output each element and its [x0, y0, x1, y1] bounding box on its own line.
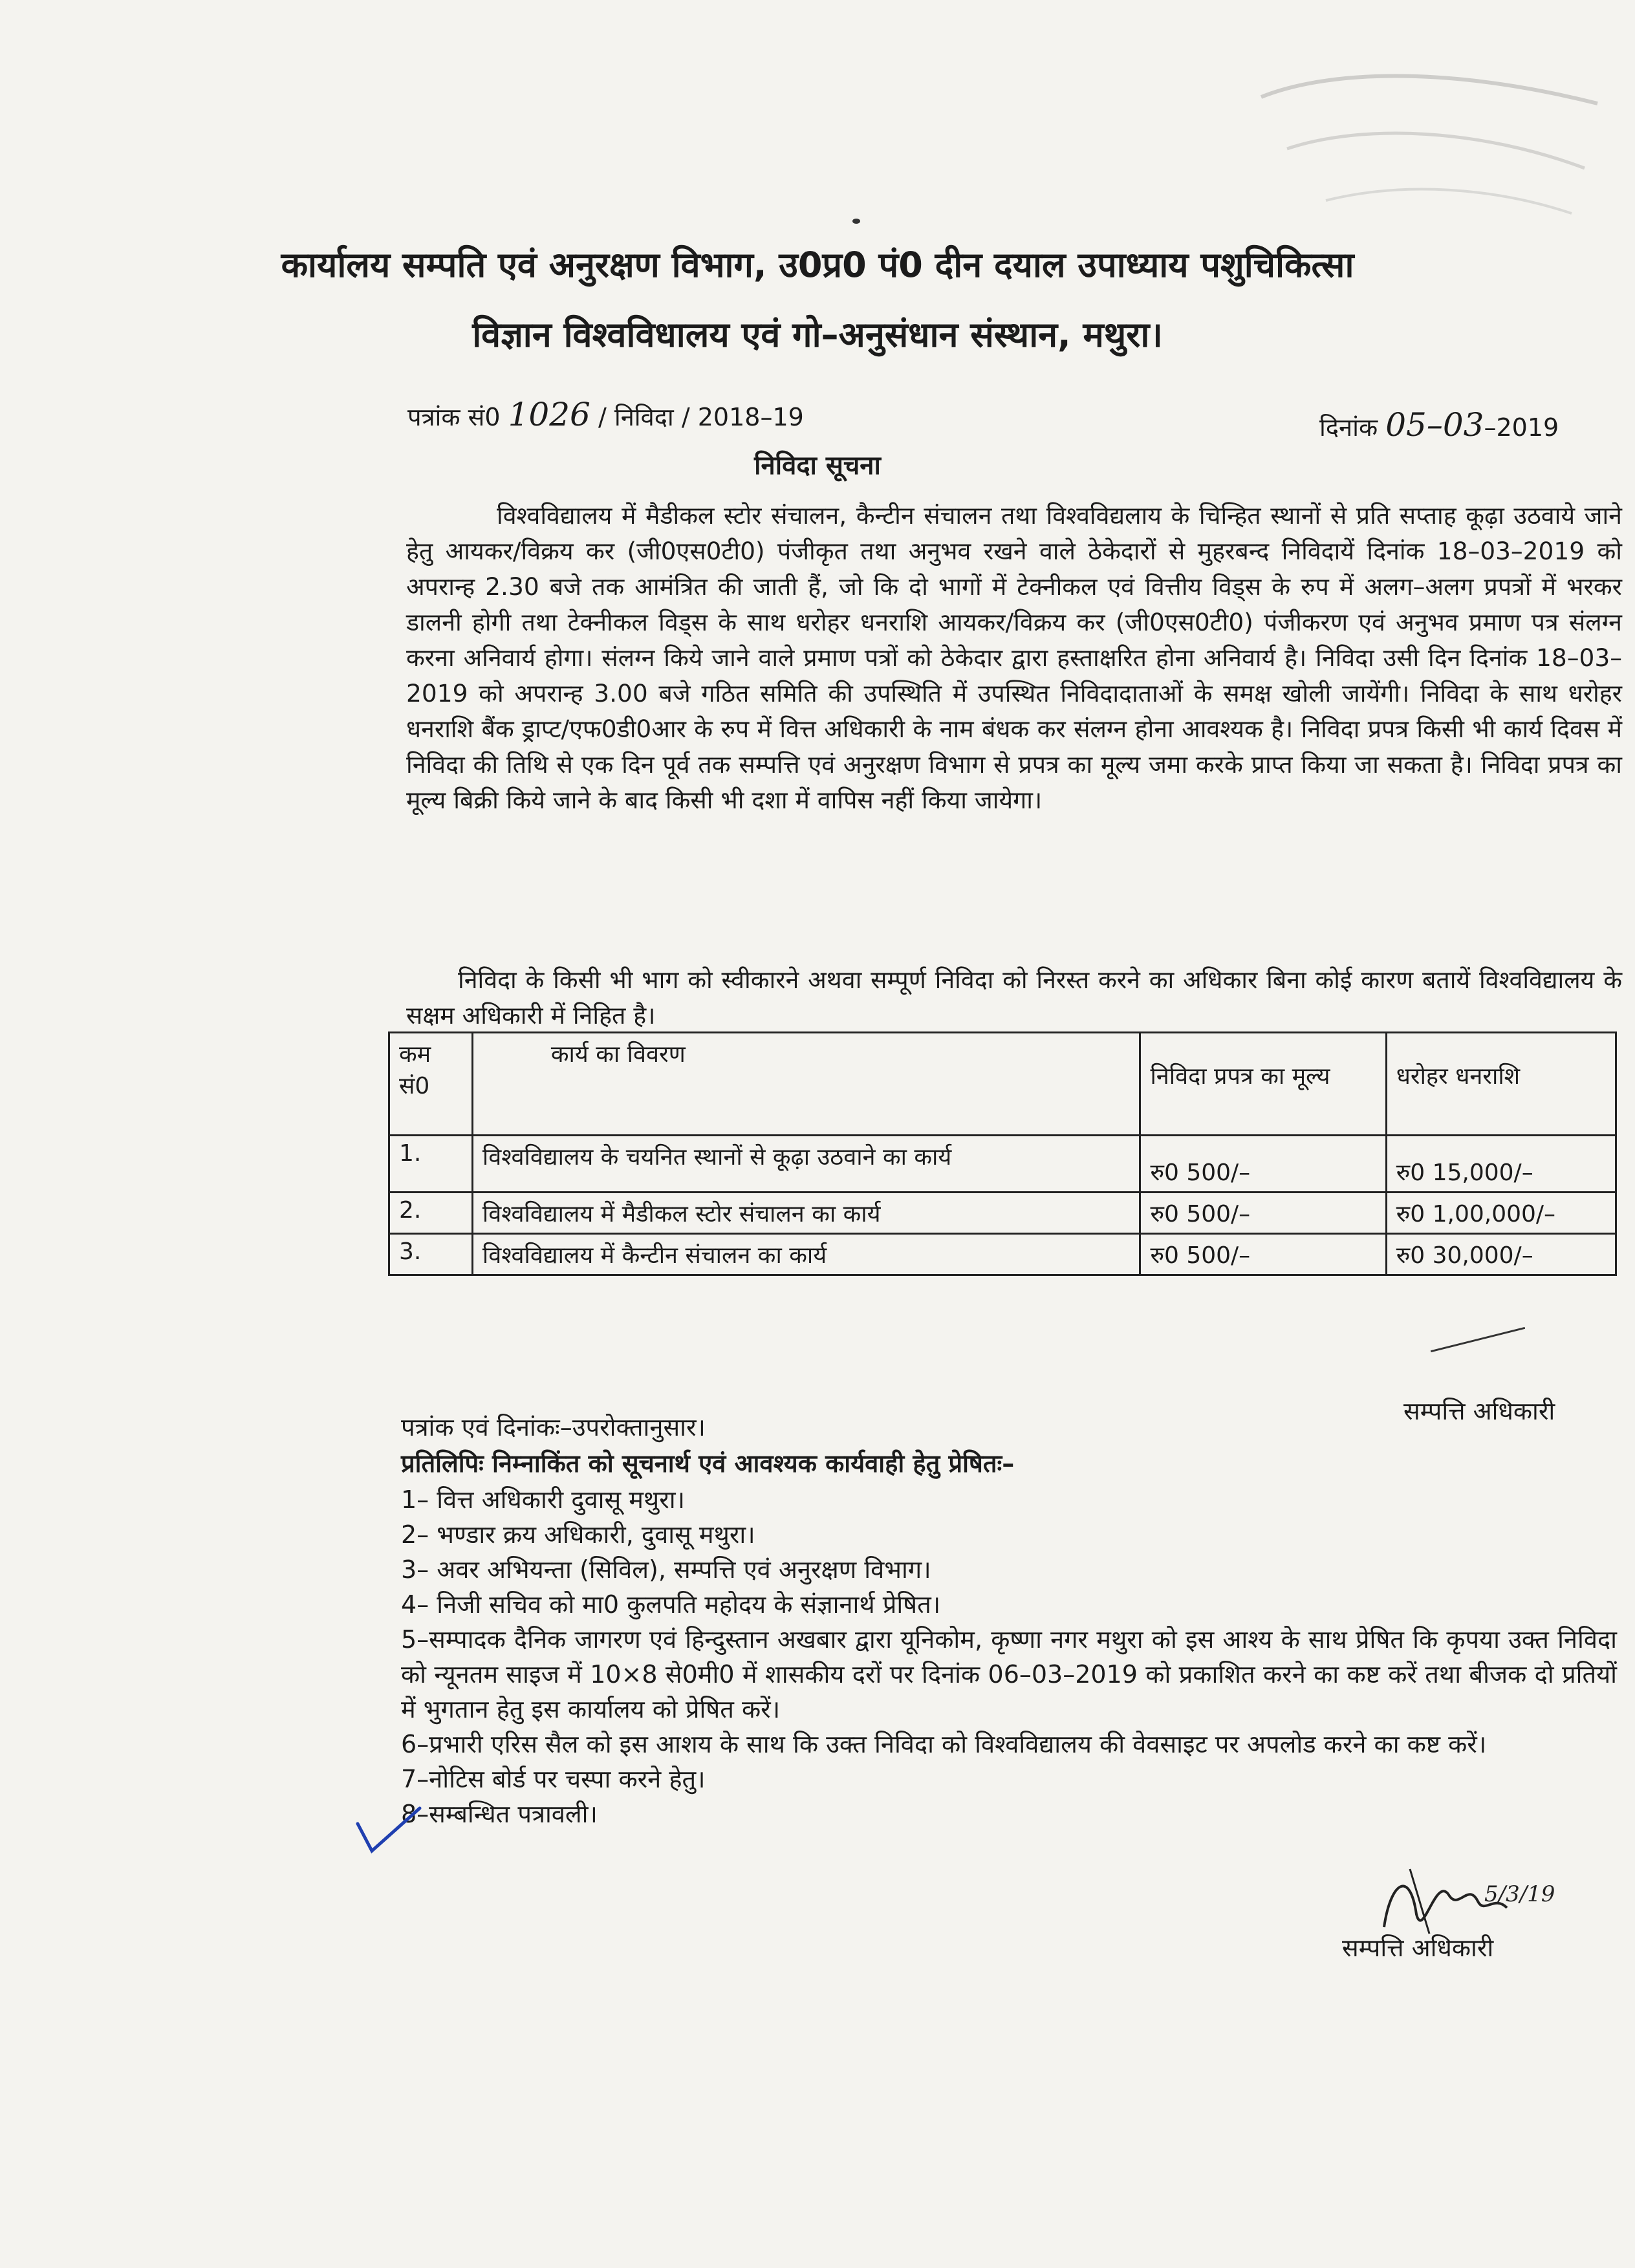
row-earnest-money: रु0 30,000/– — [1386, 1234, 1616, 1275]
copy-reference-line: पत्रांक एवं दिनांकः–उपरोक्तानुसार। — [401, 1413, 706, 1442]
list-item: 4– निजी सचिव को मा0 कुलपति महोदय के संज्ञानार्थ प्रेषित। — [401, 1590, 941, 1619]
paragraph-2-text: निविदा के किसी भी भाग को स्वीकारने अथवा सम्पूर्ण निविदा को निरस्त करने का अधिकार बिना कोई कारण बतायें विश्वविद्यालय के सक्षम अधिकारी में निहित है। — [406, 966, 1622, 1030]
table-header-row — [389, 1033, 1616, 1136]
header-form-fee: निविदा प्रपत्र का मूल्य — [1140, 1033, 1386, 1136]
row-form-fee: रु0 500/– — [1140, 1234, 1386, 1275]
row-description: विश्वविद्यालय में मैडीकल स्टोर संचालन का कार्य — [472, 1193, 1140, 1234]
row-earnest-money: रु0 1,00,000/– — [1386, 1193, 1616, 1234]
reference-suffix: / निविदा / 2018–19 — [598, 403, 804, 431]
notice-date — [1319, 406, 1559, 444]
notice-title: निविदा सूचना — [754, 451, 881, 481]
row-serial: 3. — [389, 1234, 473, 1275]
list-item: 3– अवर अभियन्ता (सिविल), सम्पत्ति एवं अनुरक्षण विभाग। — [401, 1555, 931, 1584]
signature-stroke — [1431, 1327, 1525, 1352]
row-serial: 2. — [389, 1193, 473, 1234]
checkmark-icon — [352, 1804, 424, 1856]
office-title-line-2: विज्ञान विश्वविधालय एवं गो–अनुसंधान संस्थान, मथुरा। — [472, 314, 1163, 355]
list-item: 2– भण्डार क्रय अधिकारी, दुवासू मथुरा। — [401, 1520, 755, 1549]
list-item: 5–सम्पादक दैनिक जागरण एवं हिन्दुस्तान अखबार द्वारा यूनिकोम, कृष्णा नगर मथुरा को इस आश्य के साथ प्रेषित कि कृपया उक्त निविदा को न्यूनतम साइज में 10×8 से0मी0 में शासकीय दरों पर दिनांक 06–03–2019 को प्रकाशित करने का कष्ट करें तथा बीजक दो प्रतियों में भुगतान हेतु इस कार्यालय को प्रेषित करें। — [401, 1625, 1618, 1723]
list-item: 6–प्रभारी एरिस सैल को इस आशय के साथ कि उक्त निविदा को विश्वविद्यालय की वेवसाइट पर अपलोड करने का कष्ट करें। — [401, 1730, 1487, 1758]
table-row — [389, 1136, 1616, 1193]
table-row — [389, 1193, 1616, 1234]
tender-table — [388, 1031, 1617, 1276]
row-form-fee: रु0 500/– — [1140, 1136, 1386, 1193]
ink-dot — [852, 219, 860, 224]
notice-paragraph-1 — [406, 498, 1622, 818]
handwritten-signature — [1371, 1856, 1555, 1940]
reference-prefix: पत्रांक सं0 — [407, 403, 501, 431]
signatory-title-bottom: सम्पत्ति अधिकारी — [1342, 1934, 1494, 1962]
row-serial: 1. — [389, 1136, 473, 1193]
signature-date: 5/3/19 — [1484, 1881, 1555, 1907]
header-serial: कम सं0 — [389, 1033, 473, 1136]
date-handwritten: 05–03 — [1385, 406, 1484, 444]
signatory-title-top: सम्पत्ति अधिकारी — [1403, 1397, 1555, 1425]
copy-recipient-list — [401, 1482, 1617, 1831]
row-description: विश्वविद्यालय में कैन्टीन संचालन का कार्य — [472, 1234, 1140, 1275]
table-row — [389, 1234, 1616, 1275]
copy-heading: प्रतिलिपिः निम्नाकिंत को सूचनार्थ एवं आवश्यक कार्यवाही हेतु प्रेषितः– — [401, 1449, 1015, 1478]
reference-handwritten-number: 1026 — [508, 396, 590, 433]
faded-stamp — [1248, 58, 1610, 226]
list-item: 8–सम्बन्धित पत्रावली। — [401, 1800, 598, 1828]
paragraph-1-text: विश्वविद्यालय में मैडीकल स्टोर संचालन, कैन्टीन संचालन तथा विश्वविद्यलाय के चिन्हित स्थानों से प्रति सप्ताह कूढ़ा उठवाये जाने हेतु आयकर/विक्रय कर (जी0एस0टी0) पंजीकृत तथा अनुभव रखने वाले ठेकेदारों से मुहरबन्द निविदायें दिनांक 18–03–2019 को अपरान्ह 2.30 बजे तक आमंत्रित की जाती हैं, जो कि दो भागों में टेक्नीकल एवं वित्तीय विड्स के रुप में अलग–अलग प्रपत्रों में भरकर डालनी होगी तथा टेक्नीकल विड्स के साथ धरोहर धनराशि आयकर/विक्रय कर (जी0एस0टी0) पंजीकरण एवं अनुभव प्रमाण पत्र संलग्न करना अनिवार्य होगा। संलग्न किये जाने वाले प्रमाण पत्रों को ठेकेदार द्वारा हस्ताक्षरित होना अनिवार्य है। निविदा उसी दिन दिनांक 18–03–2019 को अपरान्ह 3.00 बजे गठित समिति की उपस्थिति में उपस्थित निविदादाताओं के समक्ष खोली जायेंगी। निविदा के साथ धरोहर धनराशि बैंक ड्राप्ट/एफ0डी0आर के रुप में वित्त अधिकारी के नाम बंधक कर संलग्न होना आवश्यक है। निविदा प्रपत्र किसी भी कार्य दिवस में निविदा की तिथि से एक दिन पूर्व तक सम्पत्ति एवं अनुरक्षण विभाग से प्रपत्र का मूल्य जमा करके प्राप्त किया जा सकता है। निविदा प्रपत्र का मूल्य बिक्री किये जाने के बाद किसी भी दशा में वापिस नहीं किया जायेगा। — [406, 501, 1622, 814]
row-form-fee: रु0 500/– — [1140, 1193, 1386, 1234]
header-description: कार्य का विवरण — [472, 1033, 1140, 1136]
date-suffix: –2019 — [1484, 413, 1559, 442]
office-title-line-1: कार्यालय सम्पति एवं अनुरक्षण विभाग, उ0प्र0 पं0 दीन दयाल उपाध्याय पशुचिकित्सा — [281, 244, 1354, 285]
row-description: विश्वविद्यालय के चयनित स्थानों से कूढ़ा उठवाने का कार्य — [472, 1136, 1140, 1193]
list-item: 7–नोटिस बोर्ड पर चस्पा करने हेतु। — [401, 1765, 706, 1793]
list-item: 1– वित्त अधिकारी दुवासू मथुरा। — [401, 1485, 686, 1514]
date-prefix: दिनांक — [1319, 413, 1378, 442]
reference-number — [407, 396, 804, 433]
notice-paragraph-2 — [406, 962, 1622, 1033]
row-earnest-money: रु0 15,000/– — [1386, 1136, 1616, 1193]
header-earnest-money: धरोहर धनराशि — [1386, 1033, 1616, 1136]
